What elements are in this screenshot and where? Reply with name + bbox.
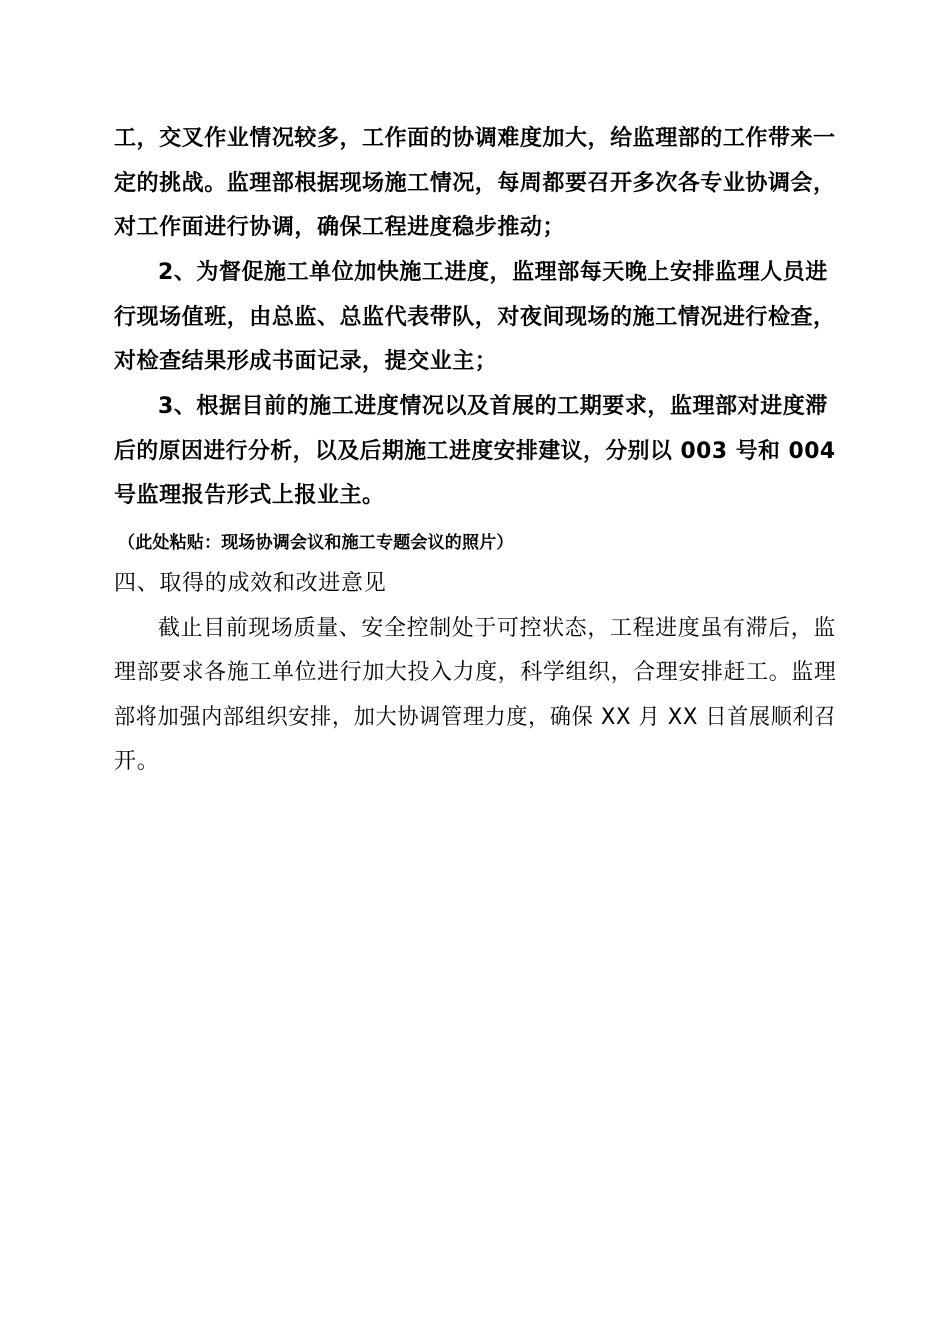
paragraph-3-line-3: 号监理报告形式上报业主。 [114,483,385,508]
paragraph-4-line-2: 理部要求各施工单位进行加大投入力度，科学组织，合理安排赶工。监理 [114,660,837,685]
paragraph-3-line-2: 后的原因进行分析，以及后期施工进度安排建议，分别以 003 号和 004 [114,439,836,464]
paragraph-1-line-1: 工，交叉作业情况较多，工作面的协调难度加大，给监理部的工作带来一 [114,126,836,151]
section-heading: 四、取得的成效和改进意见 [114,571,387,596]
paragraph-3-line-1: 3、根据目前的施工进度情况以及首展的工期要求，监理部对进度滞 [158,394,828,419]
photo-placeholder-note: （此处粘贴：现场协调会议和施工专题会议的照片） [118,533,514,553]
paragraph-2-line-3: 对检查结果形成书面记录，提交业主； [114,349,498,374]
paragraph-4-line-1: 截止目前现场质量、安全控制处于可控状态，工程进度虽有滞后，监 [158,616,837,641]
paragraph-2-line-1: 2、为督促施工单位加快施工进度，监理部每天晚上安排监理人员进 [158,260,828,285]
paragraph-1-line-3: 对工作面进行协调，确保工程进度稳步推动； [114,215,566,240]
paragraph-4-line-3: 部将加强内部组织安排，加大协调管理力度，确保 XX 月 XX 日首展顺利召 [114,705,837,730]
paragraph-1-line-2: 定的挑战。监理部根据现场施工情况，每周都要召开多次各专业协调会， [114,171,836,196]
paragraph-2-line-2: 行现场值班，由总监、总监代表带队，对夜间现场的施工情况进行检查， [114,305,836,330]
paragraph-4-line-4: 开。 [114,749,160,774]
